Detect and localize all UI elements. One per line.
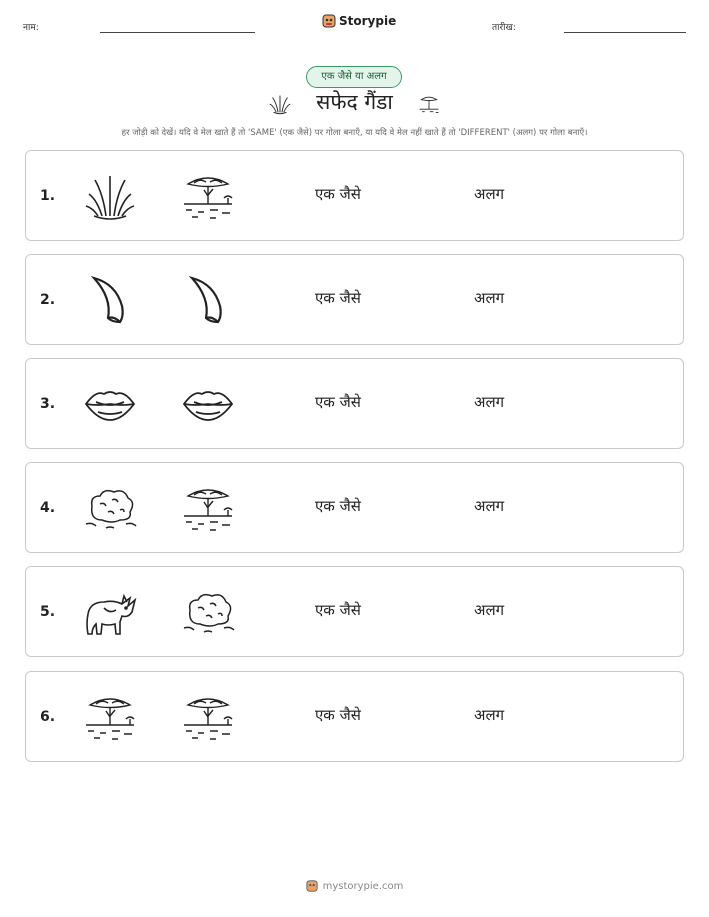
date-line[interactable] bbox=[564, 32, 686, 33]
savanna-tree-icon-drawing bbox=[180, 689, 236, 745]
question-row-4 bbox=[25, 462, 684, 553]
same-option[interactable]: एक जैसे bbox=[315, 601, 361, 619]
savanna-tree-icon bbox=[82, 689, 138, 745]
question-number: 4. bbox=[40, 500, 56, 516]
rhino-icon-drawing bbox=[82, 584, 138, 640]
question-row-3 bbox=[25, 358, 684, 449]
savanna-tree-icon-drawing bbox=[180, 480, 236, 536]
storypie-mascot-icon bbox=[306, 879, 318, 893]
name-label: नाम: bbox=[23, 23, 39, 33]
question-number: 2. bbox=[40, 292, 56, 308]
savanna-tree-icon-drawing bbox=[82, 689, 138, 745]
grass-icon bbox=[82, 168, 138, 224]
mud-puddle-icon bbox=[180, 584, 236, 640]
brand-logo bbox=[322, 13, 396, 29]
footer-url[interactable]: mystorypie.com bbox=[322, 880, 404, 892]
savanna-tree-icon bbox=[180, 689, 236, 745]
question-number: 3. bbox=[40, 396, 56, 412]
horn-icon bbox=[82, 272, 138, 328]
storypie-mascot-icon bbox=[322, 13, 336, 29]
lips-icon-drawing bbox=[180, 376, 236, 432]
same-option[interactable]: एक जैसे bbox=[315, 706, 361, 724]
question-row-1 bbox=[25, 150, 684, 241]
savanna-tree-icon bbox=[180, 480, 236, 536]
lips-icon bbox=[180, 376, 236, 432]
same-option[interactable]: एक जैसे bbox=[315, 393, 361, 411]
mud-puddle-icon bbox=[82, 480, 138, 536]
brand-name: Storypie bbox=[339, 14, 397, 28]
instructions: हर जोड़ी को देखें। यदि वे मेल खाते हैं तो 'SAME' (एक जैसे) पर गोला बनाएँ, या यदि वे मेल नहीं खाते हैं तो 'DIFFERENT' (अलग) पर गोला बनाएँ। bbox=[121, 128, 588, 138]
different-option[interactable]: अलग bbox=[474, 706, 505, 724]
lips-icon bbox=[82, 376, 138, 432]
question-number: 5. bbox=[40, 604, 56, 620]
grass-icon-drawing bbox=[82, 168, 138, 224]
mud-puddle-icon-drawing bbox=[82, 480, 138, 536]
savanna-tree-icon bbox=[180, 168, 236, 224]
question-number: 6. bbox=[40, 709, 56, 725]
question-row-5 bbox=[25, 566, 684, 657]
question-number: 1. bbox=[40, 188, 56, 204]
horn-icon-drawing bbox=[180, 272, 236, 328]
question-row-6 bbox=[25, 671, 684, 762]
different-option[interactable]: अलग bbox=[474, 497, 505, 515]
grass-icon bbox=[267, 90, 293, 118]
different-option[interactable]: अलग bbox=[474, 185, 505, 203]
lips-icon-drawing bbox=[82, 376, 138, 432]
mud-puddle-icon-drawing bbox=[180, 584, 236, 640]
horn-icon-drawing bbox=[82, 272, 138, 328]
date-label: तारीख: bbox=[492, 23, 516, 33]
different-option[interactable]: अलग bbox=[474, 601, 505, 619]
rhino-icon bbox=[82, 584, 138, 640]
same-option[interactable]: एक जैसे bbox=[315, 185, 361, 203]
same-option[interactable]: एक जैसे bbox=[315, 289, 361, 307]
savanna-tree-icon-drawing bbox=[180, 168, 236, 224]
savanna-tree-icon bbox=[413, 92, 445, 116]
different-option[interactable]: अलग bbox=[474, 289, 505, 307]
horn-icon bbox=[180, 272, 236, 328]
name-line[interactable] bbox=[100, 32, 255, 33]
same-option[interactable]: एक जैसे bbox=[315, 497, 361, 515]
footer bbox=[0, 879, 709, 893]
question-row-2 bbox=[25, 254, 684, 345]
different-option[interactable]: अलग bbox=[474, 393, 505, 411]
page-title: सफेद गैंडा bbox=[316, 90, 393, 114]
topic-tag: एक जैसे या अलग bbox=[306, 66, 402, 88]
